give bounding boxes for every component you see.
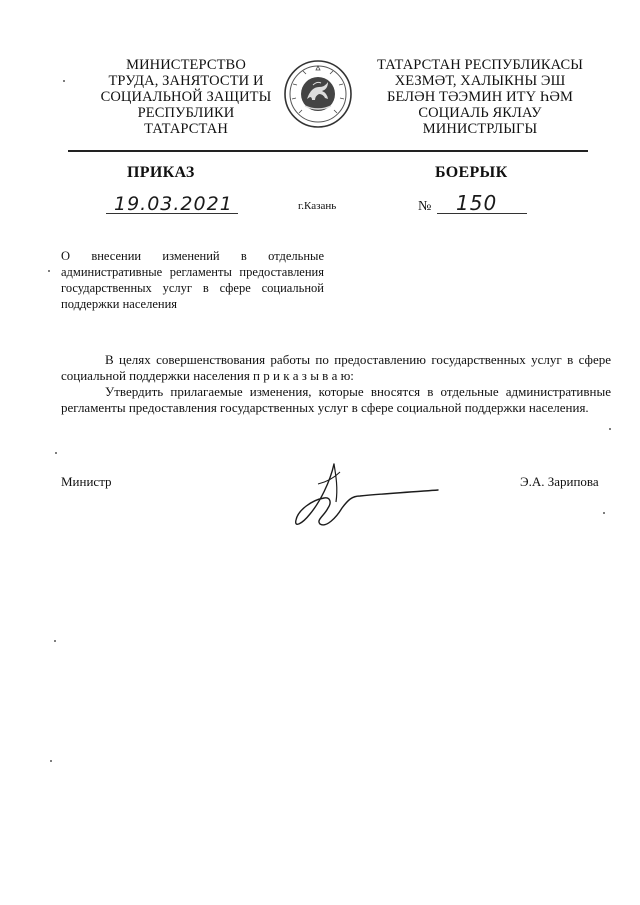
handwritten-number — [450, 188, 510, 216]
scan-speck — [63, 80, 65, 82]
ministry-name-russian — [72, 57, 300, 137]
header-left-line: СОЦИАЛЬНОЙ ЗАЩИТЫ — [100, 89, 272, 105]
header-left-line: ТАТАРСТАН — [144, 121, 228, 137]
scan-speck — [50, 760, 52, 762]
city: г.Казань — [298, 200, 337, 212]
scan-speck — [55, 452, 57, 454]
tatarstan-coat-of-arms-icon — [283, 59, 353, 129]
signatory-name: Э.А. Зарипова — [520, 474, 599, 489]
header-left-line: РЕСПУБЛИКИ — [137, 105, 235, 121]
number-sign: № — [418, 199, 432, 214]
title-boerek: БОЕРЫК — [435, 164, 508, 181]
ministry-name-tatar — [360, 57, 600, 137]
body-paragraph-resolution: Утвердить прилагаемые изменения, которые вносятся в отдельные административные регламенты предоставления государственных услуг в сфере социальной поддержки населения. — [61, 384, 611, 415]
title-prikaz: ПРИКАЗ — [127, 164, 195, 181]
header-right-line: ТАТАРСТАН РЕСПУБЛИКАСЫ — [376, 57, 584, 73]
header-right-line: БЕЛӘН ТӘЭМИН ИТҮ ҺӘМ — [387, 89, 573, 105]
number-text: 150 — [456, 191, 498, 215]
header-right-line: МИНИСТРЛЫГЫ — [422, 121, 538, 137]
scan-speck — [48, 270, 50, 272]
scan-speck — [609, 428, 611, 430]
header-left-line: МИНИСТЕРСТВО — [126, 57, 246, 73]
header-left-line: ТРУДА, ЗАНЯТОСТИ И — [108, 73, 264, 89]
body-paragraph-preamble: В целях совершенствования работы по предоставлению государственных услуг в сфере социальной поддержки населения п р и к а з ы в а ю: — [61, 352, 611, 383]
handwritten-signature — [290, 462, 440, 532]
number-underline — [437, 213, 527, 214]
header-divider — [68, 150, 588, 152]
signatory-position: Министр — [61, 474, 112, 489]
header-right-line: СОЦИАЛЬ ЯКЛАУ — [418, 105, 542, 121]
handwritten-date — [110, 188, 238, 216]
header-right-line: ХЕЗМӘТ, ХАЛЫКНЫ ЭШ — [394, 73, 566, 89]
order-subject: О внесении изменений в отдельные административные регламенты предоставления государственных услуг в сфере социальной поддержки населения — [61, 249, 324, 311]
date-underline — [106, 213, 238, 214]
scan-speck — [603, 512, 605, 514]
date-text: 19.03.2021 — [114, 193, 233, 215]
scan-speck — [54, 640, 56, 642]
